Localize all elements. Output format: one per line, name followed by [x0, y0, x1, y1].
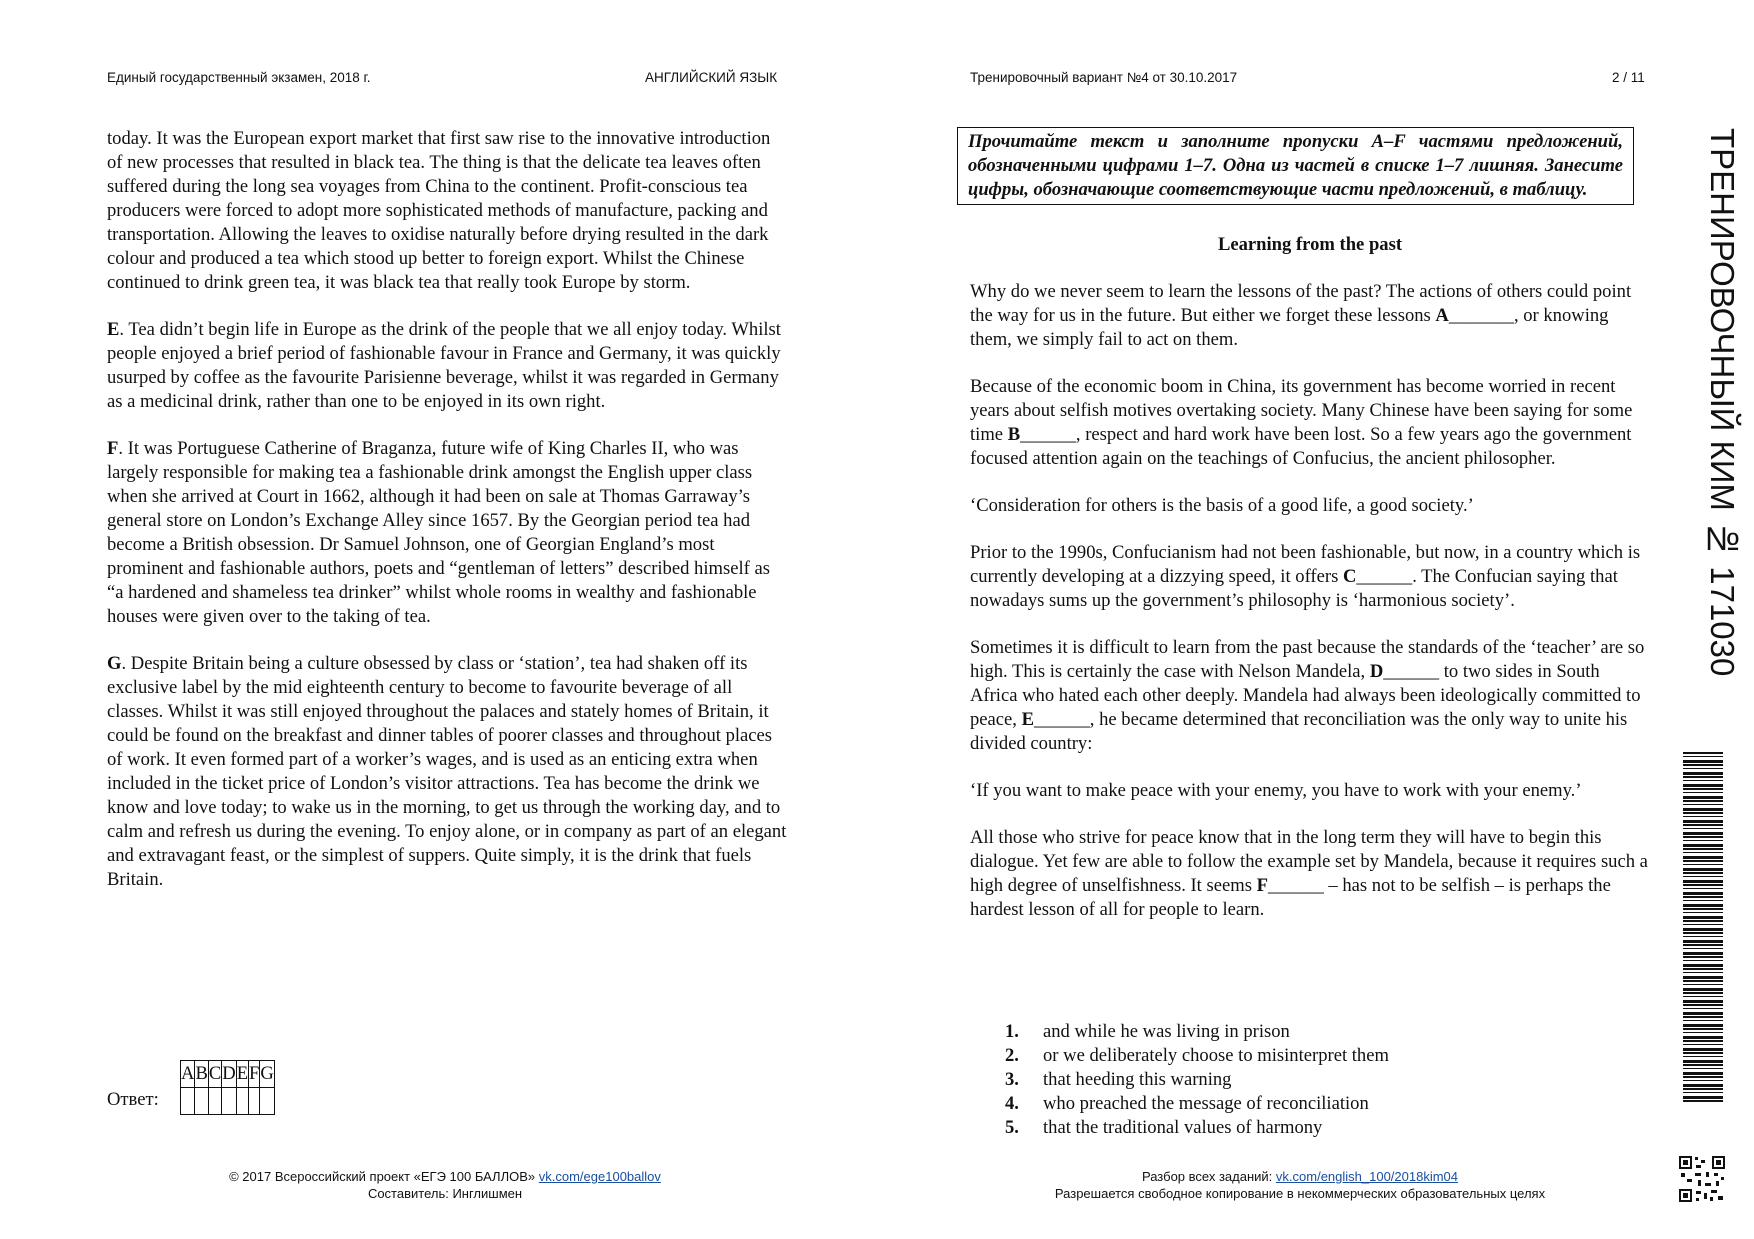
paragraph-text: . It was Portuguese Catherine of Braganza, future wife of King Charles II, who was largely responsible for making tea a fashionable drink amongst the English upper class when she arrived at Court in 1662, although it had been on sale at Thomas Garraway’s general store on London’s Exchange Alley since 1657. By the Georgian period tea had become a British obsession. Dr Samuel Johnson, one of Georgian England’s most prominent and fashionable authors, poets and “gentleman of letters” described himself as “a hardened and shameless tea drinker” whilst whole rooms in wealthy and fashionable houses were given over to the taking of tea.	[107, 438, 770, 627]
option-item	[1005, 1068, 1389, 1092]
paragraph-1	[970, 280, 1650, 352]
option-text: or we deliberately choose to misinterpret them	[1043, 1045, 1389, 1066]
paragraph-letter: E	[107, 319, 120, 340]
paragraph-text: ______, he became determined that reconciliation was the only way to unite his divided country:	[970, 709, 1628, 754]
option-number: 4.	[1005, 1093, 1019, 1114]
footer-text: Разбор всех заданий:	[1141, 1169, 1273, 1184]
answer-input-cell[interactable]	[195, 1088, 208, 1115]
answer-input-cell[interactable]	[260, 1088, 274, 1115]
paragraph-letter: G	[107, 653, 122, 674]
options-list	[1005, 1020, 1389, 1140]
gap-letter: E	[1021, 709, 1035, 730]
footer-license: Разрешается свободное копирование в некоммерческих образовательных целях	[1054, 1186, 1546, 1201]
task-instructions: Прочитайте текст и заполните пропуски A–F частями предложений, обозначенными цифрами 1–7. Одна из частей в списке 1–7 лишняя. Занесите цифры, обозначающие соответствующие части предложений, в таблицу.	[957, 127, 1634, 205]
paragraph-text: All those who strive for peace know that in the long term they will have to begin this dialogue. Yet few are able to follow the example set by Mandela, because it requires such a high degree of unselfishness. It seems	[970, 827, 1648, 896]
header-subject: АНГЛИЙСКИЙ ЯЗЫК	[645, 70, 778, 85]
footer-link[interactable]: vk.com/english_100/2018kim04	[1275, 1169, 1459, 1184]
answer-input-cell[interactable]	[208, 1088, 221, 1115]
option-item	[1005, 1092, 1389, 1116]
footer-right	[970, 1168, 1630, 1202]
option-number: 5.	[1005, 1117, 1019, 1138]
paragraph-f	[107, 437, 787, 629]
answer-input-cell[interactable]	[236, 1088, 248, 1115]
gap-letter: A	[1435, 305, 1449, 326]
paragraph-2	[970, 375, 1650, 471]
option-text: and while he was living in prison	[1043, 1021, 1290, 1042]
answer-header-cell: F	[249, 1061, 260, 1088]
option-number: 3.	[1005, 1069, 1019, 1090]
footer-analysis	[970, 1168, 1630, 1185]
paragraph-text: ______, respect and hard work have been lost. So a few years ago the government focused attention again on the teachings of Confucius, the ancient philosopher.	[970, 424, 1632, 469]
paragraph-text: Because of the economic boom in China, its government has become worried in recent years about selfish motives overtaking society. Many Chinese have been saying for some time	[970, 376, 1633, 445]
barcode-icon	[1683, 752, 1723, 1102]
paragraph-7	[970, 826, 1650, 922]
paragraph-3: ‘Consideration for others is the basis of a good life, a good society.’	[970, 495, 1474, 516]
paragraph-text: ______ to two sides in South Africa who hated each other deeply. Mandela had always been ideologically committed to peace,	[970, 661, 1641, 730]
paragraph-e	[107, 318, 787, 414]
answer-input-cell[interactable]	[222, 1088, 236, 1115]
answer-header-cell: G	[260, 1061, 274, 1088]
footer-text: © 2017 Всероссийский проект «ЕГЭ 100 БАЛЛОВ»	[229, 1169, 536, 1184]
answer-header-cell: B	[195, 1061, 208, 1088]
option-item	[1005, 1020, 1389, 1044]
text-title: Learning from the past	[1217, 234, 1403, 255]
footer-copyright	[160, 1168, 730, 1185]
footer-author: Составитель: Инглишмен	[367, 1186, 523, 1201]
option-text: that heeding this warning	[1043, 1069, 1232, 1090]
paragraph-text: Why do we never seem to learn the lessons of the past? The actions of others could point the way for us in the future. But either we forget these lessons	[970, 281, 1632, 326]
answer-table	[180, 1060, 275, 1115]
left-column	[107, 127, 787, 915]
paragraph-text: . Tea didn’t begin life in Europe as the drink of the people that we all enjoy today. Whilst people enjoyed a brief period of fashionable favour in France and Germany, it was quickly usurped by coffee as the favourite Parisienne beverage, whilst it was regarded in Germany as a medicinal drink, rather than one to be enjoyed in its own right.	[107, 319, 781, 412]
gap-letter: C	[1342, 566, 1357, 587]
side-kim-label: ТРЕНИРОВОЧНЫЙ КИМ № 171030	[1704, 128, 1741, 677]
right-column	[970, 127, 1650, 945]
qr-code-icon	[1678, 1155, 1726, 1203]
gap-letter: B	[1007, 424, 1021, 445]
answer-label: Ответ:	[107, 1089, 159, 1110]
answer-header-cell: E	[236, 1061, 248, 1088]
option-number: 1.	[1005, 1021, 1019, 1042]
answer-input-cell[interactable]	[249, 1088, 260, 1115]
paragraph-letter: F	[107, 438, 119, 459]
paragraph-text: ______ – has not to be selfish – is perhaps the hardest lesson of all for people to learn.	[970, 875, 1611, 920]
option-number: 2.	[1005, 1045, 1019, 1066]
answer-header-cell: D	[222, 1061, 236, 1088]
answer-header-cell: C	[208, 1061, 221, 1088]
gap-letter: D	[1369, 661, 1384, 682]
answer-input-cell[interactable]	[181, 1088, 195, 1115]
paragraph-text: Sometimes it is difficult to learn from the past because the standards of the ‘teacher’ are so high. This is certainly the case with Nelson Mandela,	[970, 637, 1645, 682]
option-text: who preached the message of reconciliation	[1043, 1093, 1369, 1114]
paragraph-4	[970, 541, 1650, 613]
paragraph-g	[107, 652, 787, 892]
footer-left	[160, 1168, 730, 1202]
answer-header-cell: A	[181, 1061, 195, 1088]
paragraph-continued: today. It was the European export market that first saw rise to the innovative introduction of new processes that resulted in black tea. The thing is that the delicate tea leaves often suffered during the long sea voyages from China to the continent. Profit-conscious tea producers were forced to adopt more sophisticated methods of manufacture, packing and transportation. Allowing the leaves to oxidise naturally before drying resulted in the dark colour and produced a tea which stood up better to foreign export. Whilst the Chinese continued to drink green tea, it was black tea that really took Europe by storm.	[107, 128, 771, 293]
paragraph-text: Prior to the 1990s, Confucianism had not been fashionable, but now, in a country which is currently developing at a dizzying speed, it offers	[970, 542, 1641, 587]
option-item	[1005, 1116, 1389, 1140]
paragraph-text: ______. The Confucian saying that nowadays sums up the government’s philosophy is ‘harmonious society’.	[970, 566, 1618, 611]
header-variant: Тренировочный вариант №4 от 30.10.2017	[970, 70, 1238, 85]
paragraph-6: ‘If you want to make peace with your enemy, you have to work with your enemy.’	[970, 780, 1582, 801]
paragraph-5	[970, 636, 1650, 756]
option-text: that the traditional values of harmony	[1043, 1117, 1323, 1138]
paragraph-text: . Despite Britain being a culture obsessed by class or ‘station’, tea had shaken off its exclusive label by the mid eighteenth century to become to favourite beverage of all classes. Whilst it was still enjoyed throughout the palaces and stately homes of Britain, it could be found on the breakfast and dinner tables of poorer classes and throughout places of work. It even formed part of a worker’s wages, and is used as an enticing extra when included in the ticket price of London’s visitor attractions. Tea has become the drink we know and love today; to wake us in the morning, to get us through the working day, and to calm and refresh us during the evening. To enjoy alone, or in company as part of an elegant and extravagant feast, or the simplest of suppers. Quite simply, it is the drink that fuels Britain.	[107, 653, 787, 890]
gap-letter: F	[1256, 875, 1268, 896]
footer-link[interactable]: vk.com/ege100ballov	[538, 1169, 661, 1184]
header-exam-title: Единый государственный экзамен, 2018 г.	[107, 70, 371, 85]
option-item	[1005, 1044, 1389, 1068]
paragraph-text: _______, or knowing them, we simply fail to act on them.	[970, 305, 1609, 350]
page-number: 2 / 11	[1612, 70, 1645, 85]
